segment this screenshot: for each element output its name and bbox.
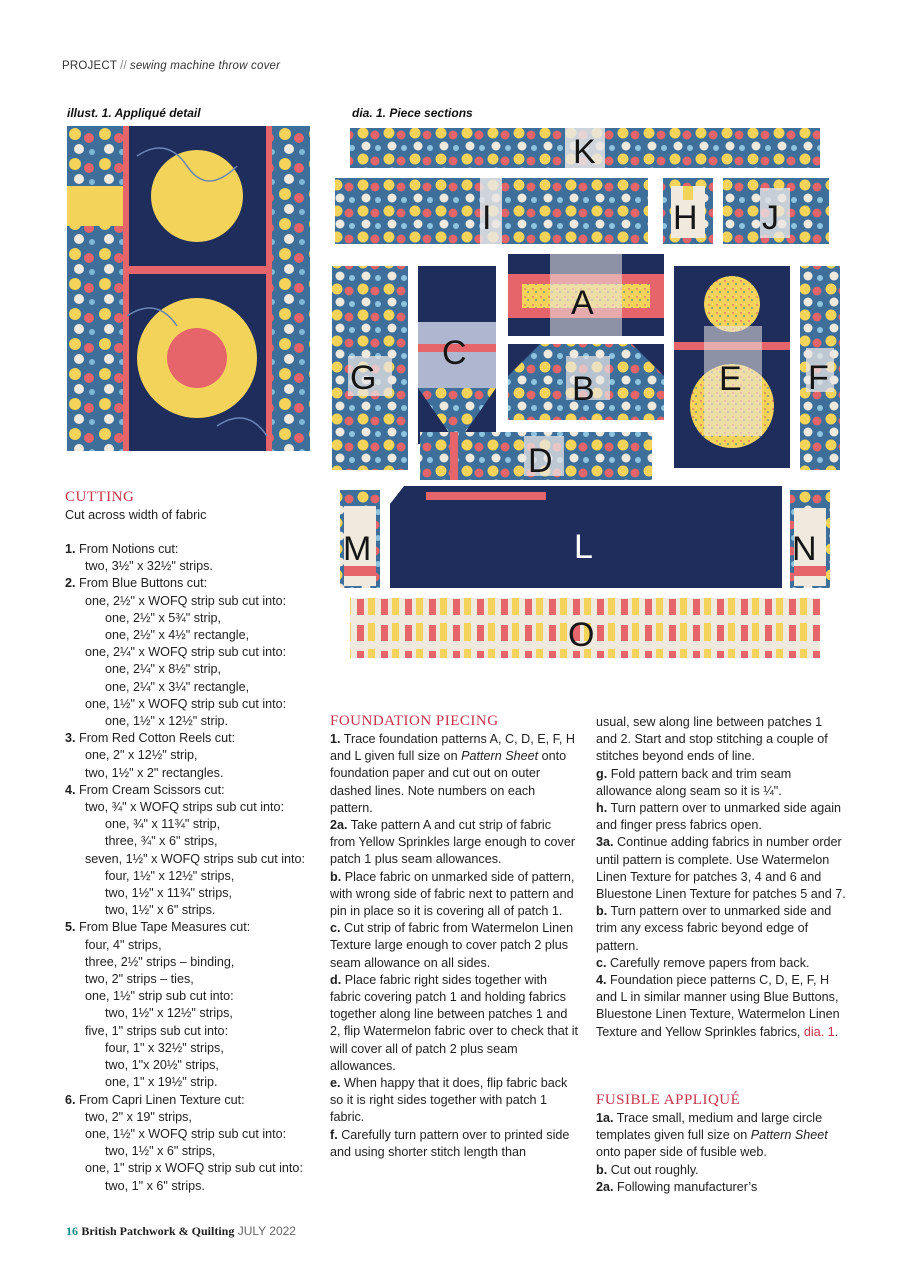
cutting-item-text: one, 1" x 19½" strip. <box>105 1075 218 1090</box>
step-text: usual, sew along line between patches 1 and 2. Start and stop stitching a couple of stitches beyond ends of line. <box>596 715 828 764</box>
step-text: Carefully remove papers from back. <box>606 955 810 970</box>
step-text: Place fabric right sides together with fabric covering patch 1 and holding fabrics together along line between patches 1 and 2, flip Watermelon fabric over to check that it will cover all of patch 2 plus seam allowances. <box>330 972 579 1073</box>
cutting-item <box>65 816 325 833</box>
cutting-item-text: two, 1½" x 2" rectangles. <box>85 765 224 780</box>
instruction-step <box>330 1127 578 1161</box>
diagram-caption: dia. 1. Piece sections <box>352 106 473 120</box>
label-b: B <box>572 370 595 408</box>
step-label: c. <box>330 921 341 936</box>
step-label: 3a. <box>596 835 614 850</box>
cutting-item <box>65 971 325 988</box>
cutting-item <box>65 713 325 730</box>
step-label: c. <box>596 955 607 970</box>
cutting-intro: Cut across width of fabric <box>65 508 207 522</box>
cutting-item-text: one, ¾" x 11¾" strip, <box>105 817 221 832</box>
instruction-step <box>596 903 846 955</box>
cutting-item <box>65 851 325 868</box>
step-label: e. <box>330 1076 341 1091</box>
cutting-item <box>65 1023 325 1040</box>
cutting-item-text: From Cream Scissors cut: <box>75 782 225 797</box>
cutting-item-number: 4. <box>65 782 76 797</box>
cutting-item <box>65 1040 325 1057</box>
step-label: f. <box>330 1127 338 1142</box>
section-h <box>663 178 713 244</box>
cutting-item-text: one, 2¼" x 8½" strip, <box>105 662 222 677</box>
section-c <box>418 266 496 444</box>
cutting-item <box>65 833 325 850</box>
cutting-item-text: two, 1½" x 11¾" strips, <box>105 886 233 901</box>
label-c: C <box>442 334 467 372</box>
foundation-heading: FOUNDATION PIECING <box>330 713 499 729</box>
step-label: d. <box>330 972 342 987</box>
pattern-sheet-reference: Pattern Sheet <box>750 1128 828 1143</box>
cutting-item-text: one, 2¼" x 3¼" rectangle, <box>105 679 250 694</box>
cutting-item-text: From Blue Tape Measures cut: <box>75 920 251 935</box>
applique-illustration <box>67 126 310 451</box>
cutting-item-text: four, 1½" x 12½" strips, <box>105 868 235 883</box>
cutting-item <box>65 954 325 971</box>
label-n: N <box>792 530 817 568</box>
cutting-item-text: four, 4" strips, <box>85 937 162 952</box>
cutting-item <box>65 644 325 661</box>
step-text: Take pattern A and cut strip of fabric from Yellow Sprinkles large enough to cover patch 1 plus seam allowances. <box>330 818 576 867</box>
instruction-step <box>596 766 846 800</box>
cutting-item <box>65 919 325 936</box>
step-text: Fold pattern back and trim seam allowance along seam so it is ¼". <box>596 766 792 798</box>
label-g: G <box>350 359 377 397</box>
step-text: onto foundation paper and cut out on outer dashed lines. Note numbers on each pattern. <box>330 749 567 815</box>
cutting-item-text: one, 1½" strip sub cut into: <box>85 989 234 1004</box>
cutting-item <box>65 679 325 696</box>
cutting-item <box>65 1005 325 1022</box>
cutting-item-text: two, 1" x 6" strips. <box>105 1178 205 1193</box>
cutting-item <box>65 885 325 902</box>
step-label: g. <box>596 766 608 781</box>
step-text: Following manufacturer’s <box>613 1179 758 1194</box>
diagram-reference: dia. 1 <box>803 1024 835 1039</box>
cutting-item <box>65 1057 325 1074</box>
instruction-step <box>596 714 846 766</box>
step-label: 1. <box>330 732 341 746</box>
running-head <box>62 60 280 72</box>
step-text: . <box>834 1024 839 1039</box>
instruction-step <box>330 972 578 1075</box>
magazine-name: British Patchwork & Quilting <box>81 1224 235 1238</box>
label-h: H <box>673 199 698 237</box>
cutting-item-text: two, 3½" x 32½" strips. <box>85 559 213 574</box>
cutting-item-text: one, 1½" x 12½" strip. <box>105 714 229 729</box>
step-text: Cut out roughly. <box>607 1162 699 1177</box>
cutting-list <box>65 541 325 1195</box>
instruction-step <box>330 869 578 921</box>
applique-detail-photo <box>67 126 310 451</box>
issue-date: JULY 2022 <box>237 1224 296 1238</box>
label-o: O <box>568 616 595 654</box>
cutting-item-text: three, 2½" strips – binding, <box>85 954 235 969</box>
cutting-item <box>65 868 325 885</box>
cutting-item <box>65 1074 325 1091</box>
cutting-item-text: two, 2" strips – ties, <box>85 972 194 987</box>
section-b <box>508 344 664 420</box>
label-a: A <box>571 284 594 322</box>
cutting-item-text: two, 1½" x 12½" strips, <box>105 1006 233 1021</box>
step-text: Place fabric on unmarked side of pattern, with wrong side of fabric next to pattern and pin in place so it is covering all of patch 1. <box>330 869 575 919</box>
step-text: onto paper side of fusible web. <box>596 1145 767 1160</box>
step-text: Trace small, medium and large circle templates given full size on <box>596 1111 823 1143</box>
section-o <box>350 598 820 658</box>
section-d <box>420 432 652 480</box>
cutting-item <box>65 782 325 799</box>
step-text: When happy that it does, flip fabric back so it is right sides together with patch 1 fabric. <box>330 1076 568 1125</box>
cutting-item-number: 5. <box>65 920 76 935</box>
step-label: 1a. <box>596 1111 614 1125</box>
step-label: 2a. <box>330 818 348 833</box>
instruction-step <box>330 817 578 869</box>
step-label: b. <box>596 904 608 919</box>
page-footer <box>66 1224 296 1239</box>
instruction-step <box>330 731 578 817</box>
section-f <box>800 266 840 470</box>
page-number: 16 <box>66 1224 78 1238</box>
cutting-item <box>65 1160 325 1177</box>
step-text: Carefully turn pattern over to printed side and using shorter stitch length than <box>330 1127 570 1159</box>
step-text: Cut strip of fabric from Watermelon Linen Texture large enough to cover patch 2 plus seam allowance on all sides. <box>330 921 574 970</box>
cutting-item-text: two, 1"x 20½" strips, <box>105 1058 219 1073</box>
cutting-item-text: one, 1½" x WOFQ strip sub cut into: <box>85 696 287 711</box>
label-f: F <box>808 359 829 397</box>
cutting-item <box>65 558 325 575</box>
cutting-item-text: two, ¾" x WOFQ strips sub cut into: <box>85 800 285 815</box>
instruction-step <box>596 1110 846 1162</box>
cutting-item <box>65 1126 325 1143</box>
cutting-item-text: From Notions cut: <box>75 542 179 556</box>
running-head-separator: // <box>120 60 127 72</box>
instruction-step <box>596 1179 846 1196</box>
label-l: L <box>574 528 593 566</box>
step-label: 2a. <box>596 1179 614 1194</box>
cutting-item <box>65 988 325 1005</box>
piece-sections-diagram <box>330 126 842 658</box>
cutting-item-number: 3. <box>65 731 76 746</box>
section-k <box>350 128 820 171</box>
step-label: 4. <box>596 973 607 988</box>
label-d: D <box>528 442 553 480</box>
label-m: M <box>343 530 372 568</box>
foundation-column-2 <box>596 714 846 1041</box>
step-text: Foundation piece patterns C, D, E, F, H and L in similar manner using Blue Buttons, Bluestone Linen Texture, Watermelon Linen Texture and Yellow Sprinkles fabrics, <box>596 973 840 1039</box>
cutting-item-text: three, ¾" x 6" strips, <box>105 834 218 849</box>
cutting-item <box>65 1109 325 1126</box>
cutting-item <box>65 627 325 644</box>
label-e: E <box>719 360 742 398</box>
cutting-item-number: 2. <box>65 576 76 591</box>
cutting-item-text: five, 1" strips sub cut into: <box>85 1023 229 1038</box>
label-j: J <box>762 199 779 237</box>
cutting-item <box>65 1178 325 1195</box>
cutting-item <box>65 937 325 954</box>
cutting-item-text: one, 2½" x 4½" rectangle, <box>105 628 250 643</box>
cutting-item-text: one, 1½" x WOFQ strip sub cut into: <box>85 1126 287 1141</box>
cutting-item-text: one, 2½" x WOFQ strip sub cut into: <box>85 593 287 608</box>
cutting-item <box>65 661 325 678</box>
cutting-item <box>65 1143 325 1160</box>
cutting-item-text: From Blue Buttons cut: <box>75 576 208 591</box>
cutting-item-text: two, 1½" x 6" strips, <box>105 1144 216 1159</box>
running-head-project: PROJECT <box>62 60 118 72</box>
cutting-item <box>65 902 325 919</box>
piece-sections-svg <box>330 126 842 658</box>
fusible-column <box>596 1110 846 1196</box>
step-label: h. <box>596 801 608 816</box>
cutting-item-number: 6. <box>65 1092 76 1107</box>
step-label: b. <box>596 1162 608 1177</box>
section-e <box>674 266 790 468</box>
step-text: Turn pattern over to unmarked side and trim any excess fabric beyond edge of pattern. <box>596 904 832 953</box>
step-text: Trace foundation patterns A, C, D, E, F, H and L given full size on <box>330 732 576 764</box>
cutting-item <box>65 730 325 747</box>
section-m <box>340 490 380 588</box>
instruction-step <box>596 800 846 834</box>
pattern-sheet-reference: Pattern Sheet <box>461 749 539 764</box>
cutting-item <box>65 747 325 764</box>
cutting-item <box>65 799 325 816</box>
illustration-caption: illust. 1. Appliqué detail <box>67 106 201 120</box>
section-n <box>790 490 830 588</box>
cutting-item-text: one, 2" x 12½" strip, <box>85 748 198 763</box>
cutting-item-number: 1. <box>65 542 76 556</box>
cutting-item <box>65 593 325 610</box>
cutting-item-text: From Red Cotton Reels cut: <box>75 731 236 746</box>
label-i: I <box>482 199 492 237</box>
section-a <box>508 254 664 336</box>
step-label: b. <box>330 869 342 884</box>
section-g <box>332 266 408 470</box>
cutting-item <box>65 541 325 558</box>
section-i <box>335 178 648 244</box>
instruction-step <box>596 1162 846 1179</box>
cutting-item-text: four, 1" x 32½" strips, <box>105 1040 224 1055</box>
cutting-item <box>65 575 325 592</box>
cutting-item-text: two, 2" x 19" strips, <box>85 1109 192 1124</box>
cutting-item-text: From Capri Linen Texture cut: <box>75 1092 245 1107</box>
instruction-step <box>330 920 578 972</box>
step-text: Continue adding fabrics in number order until pattern is complete. Use Watermelon Linen Texture for patches 3, 4 and 6 and Bluestone Linen Texture for patches 5 and 7. <box>596 835 846 902</box>
cutting-item-text: one, 2½" x 5¾" strip, <box>105 610 222 625</box>
cutting-item <box>65 610 325 627</box>
cutting-heading: CUTTING <box>65 489 135 505</box>
cutting-item-text: one, 1" strip x WOFQ strip sub cut into: <box>85 1161 303 1176</box>
label-k: K <box>573 133 596 171</box>
instruction-step <box>596 955 846 972</box>
foundation-column-1 <box>330 731 578 1161</box>
step-text: Turn pattern over to unmarked side again and finger press fabrics open. <box>596 801 842 833</box>
section-j <box>723 178 829 244</box>
instruction-step <box>596 834 846 903</box>
section-l <box>390 486 782 588</box>
cutting-item <box>65 696 325 713</box>
cutting-item-text: seven, 1½" x WOFQ strips sub cut into: <box>85 851 306 866</box>
cutting-item-text: two, 1½" x 6" strips. <box>105 903 216 918</box>
cutting-item <box>65 1092 325 1109</box>
fusible-heading: FUSIBLE APPLIQUÉ <box>596 1092 741 1108</box>
instruction-step <box>330 1075 578 1127</box>
running-head-subtitle: sewing machine throw cover <box>129 60 281 72</box>
instruction-step <box>596 972 846 1041</box>
cutting-item <box>65 765 325 782</box>
cutting-item-text: one, 2¼" x WOFQ strip sub cut into: <box>85 645 287 660</box>
